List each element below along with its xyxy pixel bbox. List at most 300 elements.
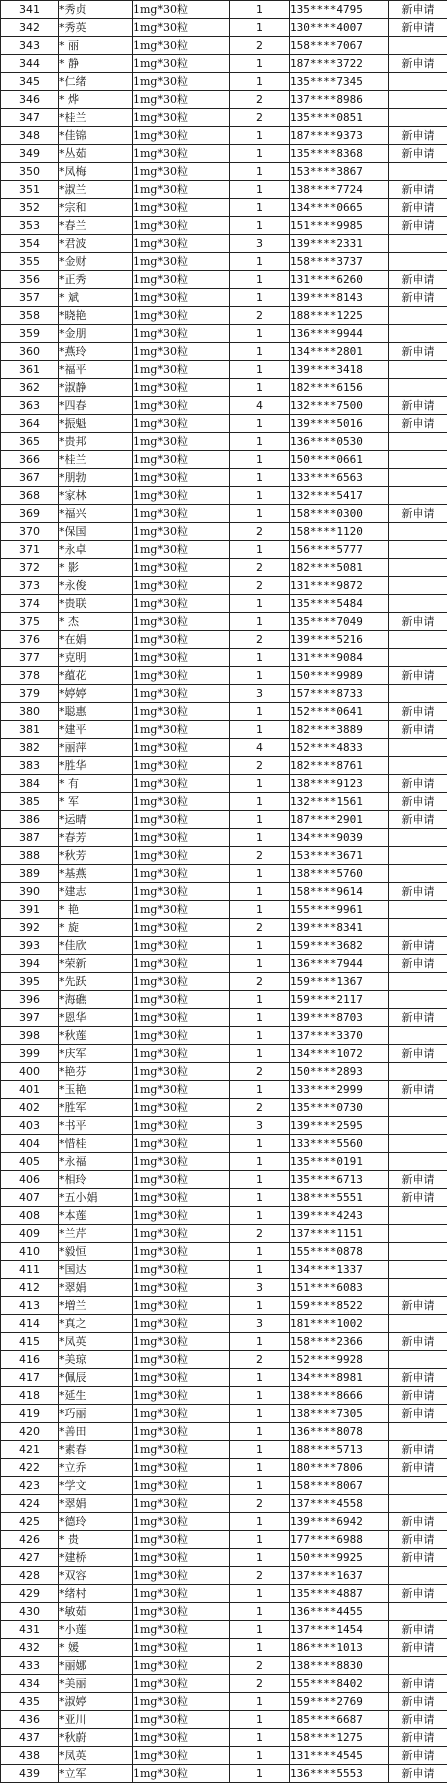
table-row xyxy=(1,883,447,901)
dosage-spec-cell: 1mg*30粒 xyxy=(133,91,230,109)
phone-number-cell: 130****4007 xyxy=(290,19,389,37)
phone-number-cell: 138****7305 xyxy=(290,1405,389,1423)
row-number-cell: 423 xyxy=(1,1477,59,1495)
patient-name-cell: *永俊 xyxy=(59,577,133,595)
quantity-cell: 1 xyxy=(230,649,290,667)
application-status-cell xyxy=(389,451,447,469)
patient-name-cell: *家林 xyxy=(59,487,133,505)
phone-number-cell: 134****0665 xyxy=(290,199,389,217)
dosage-spec-cell: 1mg*30粒 xyxy=(133,163,230,181)
patient-name-cell: *正秀 xyxy=(59,271,133,289)
patient-name-cell: *建平 xyxy=(59,721,133,739)
table-row xyxy=(1,343,447,361)
patient-name-cell: *五小娟 xyxy=(59,1189,133,1207)
application-status-cell: 新申请 xyxy=(389,1045,447,1063)
dosage-spec-cell: 1mg*30粒 xyxy=(133,1531,230,1549)
quantity-cell: 1 xyxy=(230,127,290,145)
row-number-cell: 369 xyxy=(1,505,59,523)
table-row xyxy=(1,199,447,217)
application-status-cell: 新申请 xyxy=(389,1747,447,1765)
quantity-cell: 1 xyxy=(230,217,290,235)
quantity-cell: 2 xyxy=(230,919,290,937)
patient-name-cell: *本莲 xyxy=(59,1207,133,1225)
phone-number-cell: 138****7724 xyxy=(290,181,389,199)
table-row xyxy=(1,1,447,19)
application-status-cell xyxy=(389,487,447,505)
dosage-spec-cell: 1mg*30粒 xyxy=(133,1387,230,1405)
row-number-cell: 367 xyxy=(1,469,59,487)
phone-number-cell: 150****9925 xyxy=(290,1549,389,1567)
quantity-cell: 3 xyxy=(230,685,290,703)
phone-number-cell: 187****9373 xyxy=(290,127,389,145)
table-row xyxy=(1,667,447,685)
application-status-cell xyxy=(389,1351,447,1369)
row-number-cell: 420 xyxy=(1,1423,59,1441)
quantity-cell: 2 xyxy=(230,559,290,577)
application-status-cell: 新申请 xyxy=(389,1639,447,1657)
phone-number-cell: 135****0851 xyxy=(290,109,389,127)
row-number-cell: 375 xyxy=(1,613,59,631)
row-number-cell: 417 xyxy=(1,1369,59,1387)
dosage-spec-cell: 1mg*30粒 xyxy=(133,271,230,289)
row-number-cell: 428 xyxy=(1,1567,59,1585)
phone-number-cell: 137****8986 xyxy=(290,91,389,109)
phone-number-cell: 181****1002 xyxy=(290,1315,389,1333)
phone-number-cell: 135****8368 xyxy=(290,145,389,163)
application-status-cell: 新申请 xyxy=(389,217,447,235)
dosage-spec-cell: 1mg*30粒 xyxy=(133,1315,230,1333)
quantity-cell: 1 xyxy=(230,487,290,505)
phone-number-cell: 138****8830 xyxy=(290,1657,389,1675)
table-row xyxy=(1,1207,447,1225)
quantity-cell: 2 xyxy=(230,1675,290,1693)
patient-name-cell: *君波 xyxy=(59,235,133,253)
application-status-cell xyxy=(389,847,447,865)
table-row xyxy=(1,289,447,307)
dosage-spec-cell: 1mg*30粒 xyxy=(133,1675,230,1693)
phone-number-cell: 135****6713 xyxy=(290,1171,389,1189)
dosage-spec-cell: 1mg*30粒 xyxy=(133,1657,230,1675)
table-row xyxy=(1,469,447,487)
application-status-cell xyxy=(389,829,447,847)
application-status-cell: 新申请 xyxy=(389,1531,447,1549)
row-number-cell: 385 xyxy=(1,793,59,811)
patient-name-cell: *德玲 xyxy=(59,1513,133,1531)
quantity-cell: 1 xyxy=(230,199,290,217)
phone-number-cell: 182****3889 xyxy=(290,721,389,739)
phone-number-cell: 135****7345 xyxy=(290,73,389,91)
patient-name-cell: *建桥 xyxy=(59,1549,133,1567)
application-status-cell xyxy=(389,685,447,703)
quantity-cell: 1 xyxy=(230,883,290,901)
quantity-cell: 2 xyxy=(230,1495,290,1513)
dosage-spec-cell: 1mg*30粒 xyxy=(133,1765,230,1783)
quantity-cell: 1 xyxy=(230,1549,290,1567)
table-row xyxy=(1,1189,447,1207)
row-number-cell: 382 xyxy=(1,739,59,757)
table-row xyxy=(1,1513,447,1531)
phone-number-cell: 136****5553 xyxy=(290,1765,389,1783)
quantity-cell: 1 xyxy=(230,1333,290,1351)
patient-name-cell: *淑兰 xyxy=(59,181,133,199)
phone-number-cell: 133****5560 xyxy=(290,1135,389,1153)
row-number-cell: 351 xyxy=(1,181,59,199)
row-number-cell: 374 xyxy=(1,595,59,613)
phone-number-cell: 131****4545 xyxy=(290,1747,389,1765)
application-status-cell: 新申请 xyxy=(389,55,447,73)
row-number-cell: 355 xyxy=(1,253,59,271)
table-row xyxy=(1,811,447,829)
table-row xyxy=(1,955,447,973)
dosage-spec-cell: 1mg*30粒 xyxy=(133,109,230,127)
table-row xyxy=(1,325,447,343)
row-number-cell: 412 xyxy=(1,1279,59,1297)
table-row xyxy=(1,649,447,667)
application-status-cell xyxy=(389,1207,447,1225)
quantity-cell: 1 xyxy=(230,1405,290,1423)
application-status-cell: 新申请 xyxy=(389,1459,447,1477)
dosage-spec-cell: 1mg*30粒 xyxy=(133,1459,230,1477)
patient-name-cell: *丽萍 xyxy=(59,739,133,757)
application-status-cell: 新申请 xyxy=(389,1009,447,1027)
phone-number-cell: 136****8078 xyxy=(290,1423,389,1441)
table-row xyxy=(1,415,447,433)
application-status-cell: 新申请 xyxy=(389,1585,447,1603)
application-status-cell: 新申请 xyxy=(389,1189,447,1207)
phone-number-cell: 136****4455 xyxy=(290,1603,389,1621)
quantity-cell: 1 xyxy=(230,1531,290,1549)
patient-name-cell: *先跃 xyxy=(59,973,133,991)
table-row xyxy=(1,523,447,541)
application-status-cell: 新申请 xyxy=(389,793,447,811)
dosage-spec-cell: 1mg*30粒 xyxy=(133,667,230,685)
application-status-cell: 新申请 xyxy=(389,883,447,901)
quantity-cell: 1 xyxy=(230,1135,290,1153)
phone-number-cell: 135****0191 xyxy=(290,1153,389,1171)
row-number-cell: 437 xyxy=(1,1729,59,1747)
table-body xyxy=(1,1,447,1783)
dosage-spec-cell: 1mg*30粒 xyxy=(133,523,230,541)
quantity-cell: 2 xyxy=(230,631,290,649)
phone-number-cell: 150****9989 xyxy=(290,667,389,685)
dosage-spec-cell: 1mg*30粒 xyxy=(133,829,230,847)
phone-number-cell: 135****0730 xyxy=(290,1099,389,1117)
phone-number-cell: 134****9039 xyxy=(290,829,389,847)
quantity-cell: 2 xyxy=(230,1351,290,1369)
dosage-spec-cell: 1mg*30粒 xyxy=(133,1243,230,1261)
phone-number-cell: 153****3671 xyxy=(290,847,389,865)
dosage-spec-cell: 1mg*30粒 xyxy=(133,1009,230,1027)
row-number-cell: 350 xyxy=(1,163,59,181)
application-status-cell xyxy=(389,37,447,55)
quantity-cell: 1 xyxy=(230,253,290,271)
application-status-cell: 新申请 xyxy=(389,145,447,163)
patient-name-cell: *海礁 xyxy=(59,991,133,1009)
dosage-spec-cell: 1mg*30粒 xyxy=(133,1189,230,1207)
quantity-cell: 1 xyxy=(230,361,290,379)
application-status-cell: 新申请 xyxy=(389,1693,447,1711)
phone-number-cell: 152****9928 xyxy=(290,1351,389,1369)
quantity-cell: 1 xyxy=(230,955,290,973)
dosage-spec-cell: 1mg*30粒 xyxy=(133,1729,230,1747)
dosage-spec-cell: 1mg*30粒 xyxy=(133,253,230,271)
patient-name-cell: *佳欣 xyxy=(59,937,133,955)
quantity-cell: 1 xyxy=(230,19,290,37)
phone-number-cell: 182****5081 xyxy=(290,559,389,577)
quantity-cell: 2 xyxy=(230,1567,290,1585)
patient-name-cell: *兰芹 xyxy=(59,1225,133,1243)
patient-name-cell: *凤梅 xyxy=(59,163,133,181)
application-status-cell xyxy=(389,361,447,379)
quantity-cell: 1 xyxy=(230,1621,290,1639)
patient-name-cell: *庆军 xyxy=(59,1045,133,1063)
phone-number-cell: 159****2117 xyxy=(290,991,389,1009)
quantity-cell: 1 xyxy=(230,1729,290,1747)
quantity-cell: 1 xyxy=(230,793,290,811)
phone-number-cell: 187****2901 xyxy=(290,811,389,829)
row-number-cell: 359 xyxy=(1,325,59,343)
table-row xyxy=(1,595,447,613)
patient-name-cell: *延生 xyxy=(59,1387,133,1405)
row-number-cell: 381 xyxy=(1,721,59,739)
dosage-spec-cell: 1mg*30粒 xyxy=(133,1495,230,1513)
patient-name-cell: *克明 xyxy=(59,649,133,667)
patient-name-cell: * 媛 xyxy=(59,1639,133,1657)
patient-name-cell: *绪村 xyxy=(59,1585,133,1603)
dosage-spec-cell: 1mg*30粒 xyxy=(133,919,230,937)
quantity-cell: 1 xyxy=(230,1009,290,1027)
row-number-cell: 389 xyxy=(1,865,59,883)
phone-number-cell: 159****8522 xyxy=(290,1297,389,1315)
row-number-cell: 384 xyxy=(1,775,59,793)
phone-number-cell: 159****3682 xyxy=(290,937,389,955)
dosage-spec-cell: 1mg*30粒 xyxy=(133,505,230,523)
table-row xyxy=(1,19,447,37)
phone-number-cell: 139****3418 xyxy=(290,361,389,379)
application-status-cell: 新申请 xyxy=(389,1333,447,1351)
quantity-cell: 2 xyxy=(230,757,290,775)
table-row xyxy=(1,1675,447,1693)
row-number-cell: 435 xyxy=(1,1693,59,1711)
quantity-cell: 1 xyxy=(230,1369,290,1387)
patient-name-cell: *保国 xyxy=(59,523,133,541)
dosage-spec-cell: 1mg*30粒 xyxy=(133,1,230,19)
dosage-spec-cell: 1mg*30粒 xyxy=(133,1513,230,1531)
table-row xyxy=(1,397,447,415)
phone-number-cell: 137****4558 xyxy=(290,1495,389,1513)
patient-name-cell: *増兰 xyxy=(59,1297,133,1315)
quantity-cell: 2 xyxy=(230,307,290,325)
phone-number-cell: 132****5417 xyxy=(290,487,389,505)
dosage-spec-cell: 1mg*30粒 xyxy=(133,1099,230,1117)
table-row xyxy=(1,1279,447,1297)
row-number-cell: 404 xyxy=(1,1135,59,1153)
quantity-cell: 1 xyxy=(230,829,290,847)
dosage-spec-cell: 1mg*30粒 xyxy=(133,469,230,487)
quantity-cell: 1 xyxy=(230,901,290,919)
quantity-cell: 1 xyxy=(230,1747,290,1765)
phone-number-cell: 158****9614 xyxy=(290,883,389,901)
quantity-cell: 2 xyxy=(230,109,290,127)
application-status-cell: 新申请 xyxy=(389,181,447,199)
table-row xyxy=(1,1603,447,1621)
application-status-cell: 新申请 xyxy=(389,775,447,793)
row-number-cell: 377 xyxy=(1,649,59,667)
application-status-cell xyxy=(389,307,447,325)
phone-number-cell: 134****1072 xyxy=(290,1045,389,1063)
application-status-cell: 新申请 xyxy=(389,415,447,433)
dosage-spec-cell: 1mg*30粒 xyxy=(133,721,230,739)
patient-name-cell: * 艳 xyxy=(59,901,133,919)
dosage-spec-cell: 1mg*30粒 xyxy=(133,595,230,613)
table-row xyxy=(1,1153,447,1171)
row-number-cell: 416 xyxy=(1,1351,59,1369)
patient-name-cell: *书平 xyxy=(59,1117,133,1135)
application-status-cell xyxy=(389,1027,447,1045)
patient-name-cell: *国达 xyxy=(59,1261,133,1279)
table-row xyxy=(1,55,447,73)
dosage-spec-cell: 1mg*30粒 xyxy=(133,775,230,793)
dosage-spec-cell: 1mg*30粒 xyxy=(133,559,230,577)
patient-name-cell: *建志 xyxy=(59,883,133,901)
phone-number-cell: 182****8761 xyxy=(290,757,389,775)
phone-number-cell: 151****9985 xyxy=(290,217,389,235)
application-status-cell xyxy=(389,1153,447,1171)
dosage-spec-cell: 1mg*30粒 xyxy=(133,1207,230,1225)
patient-name-cell: *振魁 xyxy=(59,415,133,433)
patient-name-cell: *福兴 xyxy=(59,505,133,523)
quantity-cell: 1 xyxy=(230,1153,290,1171)
row-number-cell: 403 xyxy=(1,1117,59,1135)
dosage-spec-cell: 1mg*30粒 xyxy=(133,1063,230,1081)
patient-name-cell: * 影 xyxy=(59,559,133,577)
dosage-spec-cell: 1mg*30粒 xyxy=(133,991,230,1009)
table-row xyxy=(1,307,447,325)
table-row xyxy=(1,919,447,937)
row-number-cell: 396 xyxy=(1,991,59,1009)
quantity-cell: 1 xyxy=(230,667,290,685)
dosage-spec-cell: 1mg*30粒 xyxy=(133,1549,230,1567)
row-number-cell: 360 xyxy=(1,343,59,361)
row-number-cell: 424 xyxy=(1,1495,59,1513)
application-status-cell: 新申请 xyxy=(389,1549,447,1567)
phone-number-cell: 138****5760 xyxy=(290,865,389,883)
quantity-cell: 1 xyxy=(230,991,290,1009)
table-row xyxy=(1,235,447,253)
application-status-cell xyxy=(389,973,447,991)
patient-name-cell: *丽娜 xyxy=(59,1657,133,1675)
patient-name-cell: *秋芳 xyxy=(59,847,133,865)
phone-number-cell: 158****1275 xyxy=(290,1729,389,1747)
quantity-cell: 2 xyxy=(230,91,290,109)
row-number-cell: 383 xyxy=(1,757,59,775)
application-status-cell xyxy=(389,379,447,397)
application-status-cell: 新申请 xyxy=(389,1729,447,1747)
dosage-spec-cell: 1mg*30粒 xyxy=(133,739,230,757)
patient-name-cell: *惜桂 xyxy=(59,1135,133,1153)
table-row xyxy=(1,1351,447,1369)
dosage-spec-cell: 1mg*30粒 xyxy=(133,541,230,559)
patient-name-cell: *运晴 xyxy=(59,811,133,829)
quantity-cell: 1 xyxy=(230,415,290,433)
table-row xyxy=(1,613,447,631)
row-number-cell: 395 xyxy=(1,973,59,991)
patient-name-cell: *艳芬 xyxy=(59,1063,133,1081)
quantity-cell: 3 xyxy=(230,1315,290,1333)
patient-name-cell: *丛茹 xyxy=(59,145,133,163)
phone-number-cell: 155****8402 xyxy=(290,1675,389,1693)
dosage-spec-cell: 1mg*30粒 xyxy=(133,73,230,91)
phone-number-cell: 138****9123 xyxy=(290,775,389,793)
application-status-cell: 新申请 xyxy=(389,613,447,631)
dosage-spec-cell: 1mg*30粒 xyxy=(133,577,230,595)
row-number-cell: 406 xyxy=(1,1171,59,1189)
row-number-cell: 419 xyxy=(1,1405,59,1423)
patient-name-cell: *桂兰 xyxy=(59,109,133,127)
dosage-spec-cell: 1mg*30粒 xyxy=(133,217,230,235)
table-row xyxy=(1,631,447,649)
patient-name-cell: *凤英 xyxy=(59,1747,133,1765)
quantity-cell: 1 xyxy=(230,1639,290,1657)
dosage-spec-cell: 1mg*30粒 xyxy=(133,757,230,775)
application-status-cell: 新申请 xyxy=(389,1675,447,1693)
dosage-spec-cell: 1mg*30粒 xyxy=(133,1747,230,1765)
row-number-cell: 410 xyxy=(1,1243,59,1261)
patient-name-cell: *敏茹 xyxy=(59,1603,133,1621)
application-status-cell: 新申请 xyxy=(389,343,447,361)
dosage-spec-cell: 1mg*30粒 xyxy=(133,145,230,163)
row-number-cell: 413 xyxy=(1,1297,59,1315)
row-number-cell: 378 xyxy=(1,667,59,685)
phone-number-cell: 157****8733 xyxy=(290,685,389,703)
quantity-cell: 1 xyxy=(230,1297,290,1315)
application-status-cell xyxy=(389,469,447,487)
quantity-cell: 1 xyxy=(230,181,290,199)
patient-name-cell: *双容 xyxy=(59,1567,133,1585)
phone-number-cell: 155****9961 xyxy=(290,901,389,919)
quantity-cell: 1 xyxy=(230,1423,290,1441)
table-row xyxy=(1,433,447,451)
application-status-cell xyxy=(389,235,447,253)
quantity-cell: 1 xyxy=(230,1027,290,1045)
phone-number-cell: 150****0661 xyxy=(290,451,389,469)
quantity-cell: 1 xyxy=(230,145,290,163)
application-status-cell: 新申请 xyxy=(389,19,447,37)
application-status-cell: 新申请 xyxy=(389,955,447,973)
phone-number-cell: 156****5777 xyxy=(290,541,389,559)
table-row xyxy=(1,1639,447,1657)
application-status-cell xyxy=(389,739,447,757)
application-status-cell xyxy=(389,1477,447,1495)
row-number-cell: 411 xyxy=(1,1261,59,1279)
patient-name-cell: * 有 xyxy=(59,775,133,793)
phone-number-cell: 151****6083 xyxy=(290,1279,389,1297)
phone-number-cell: 158****3737 xyxy=(290,253,389,271)
application-status-cell: 新申请 xyxy=(389,289,447,307)
dosage-spec-cell: 1mg*30粒 xyxy=(133,955,230,973)
quantity-cell: 2 xyxy=(230,1225,290,1243)
application-status-cell xyxy=(389,559,447,577)
row-number-cell: 430 xyxy=(1,1603,59,1621)
row-number-cell: 353 xyxy=(1,217,59,235)
row-number-cell: 379 xyxy=(1,685,59,703)
row-number-cell: 438 xyxy=(1,1747,59,1765)
table-row xyxy=(1,1099,447,1117)
quantity-cell: 1 xyxy=(230,1081,290,1099)
phone-number-cell: 159****1367 xyxy=(290,973,389,991)
row-number-cell: 372 xyxy=(1,559,59,577)
patient-name-cell: *佩辰 xyxy=(59,1369,133,1387)
